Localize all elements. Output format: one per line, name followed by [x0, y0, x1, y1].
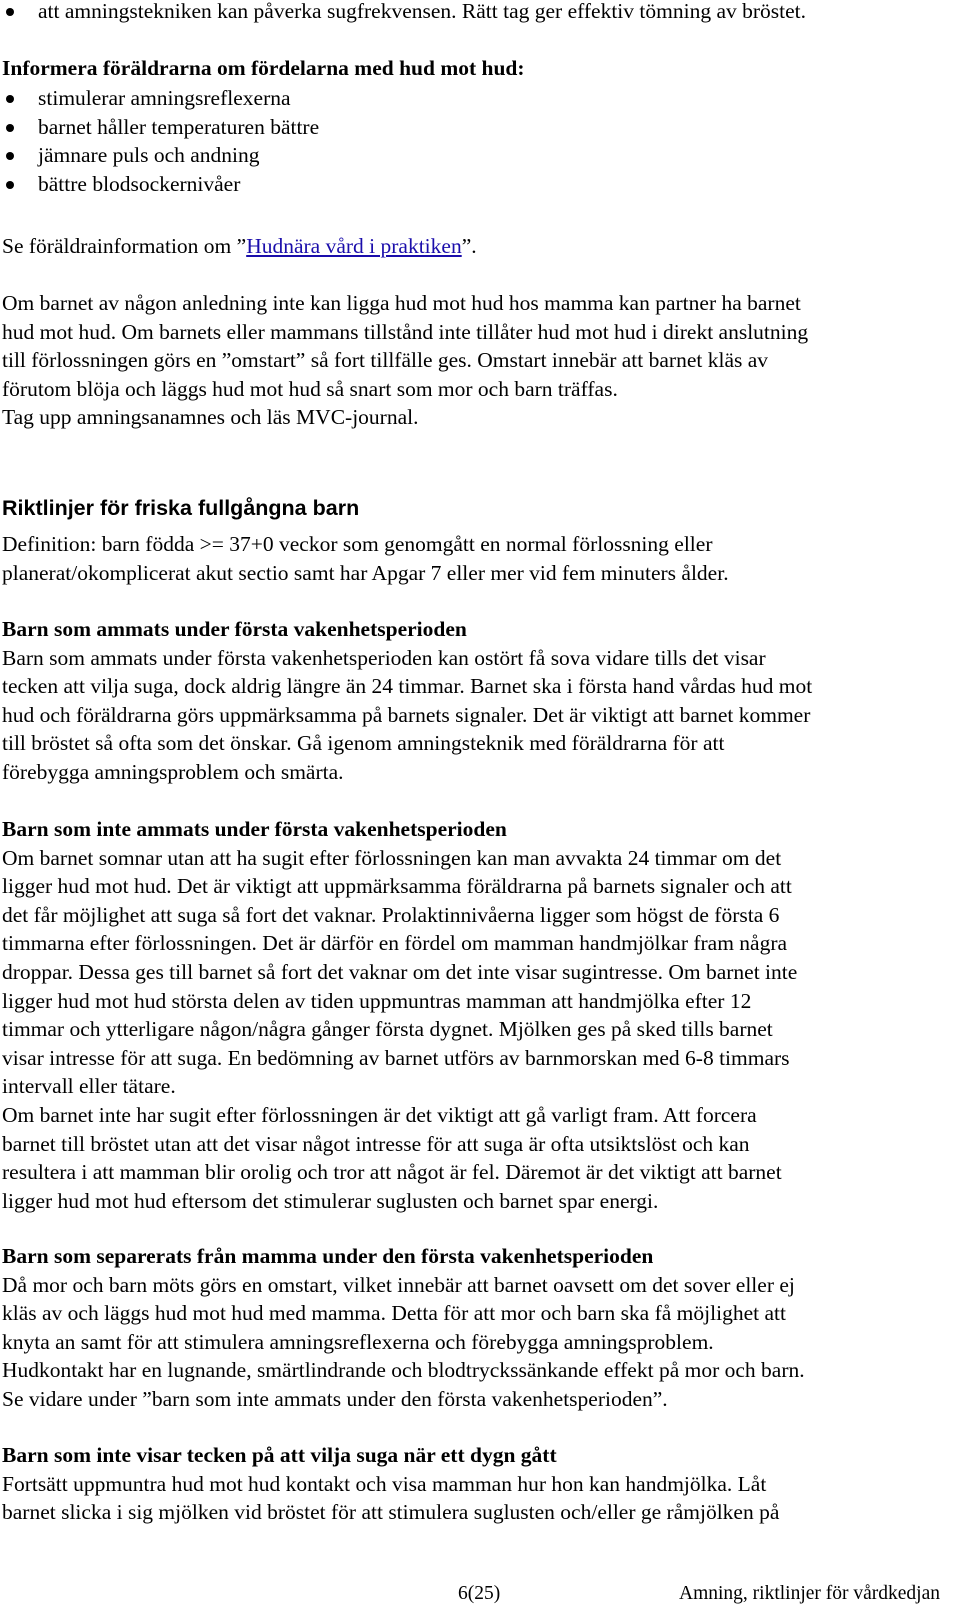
section-heading: Barn som inte ammats under första vakenhetsperioden	[2, 817, 507, 841]
section-not-breastfed: Barn som inte ammats under första vakenhetsperioden Om barnet somnar utan att ha sugit efter förlossningen kan man avvakta 24 timmar om det ligger hud mot hud. Det är viktigt att uppmärksamma föräldrarna på barnets signaler och att det får möjlighet att suga så fort det vaknar. Prolaktinnivåerna ligger som högst de första 6 timmarna efter förlossningen. Det är därför en fördel om mamman handmjölkar fram några droppar. Dessa ges till barnet så fort det vaknar om det inte visar sugintresse. Om barnet inte ligger hud mot hud största delen av tiden uppmuntras mamman att handmjölka efter 12 timmar och ytterligare någon/några gånger första dygnet. Mjölken ges på sked tills barnet visar intresse för att suga. En bedömning av barnet utförs av barnmorskan med 6-8 timmars intervall eller tätare. Om barnet inte har sugit efter förlossningen är det viktigt att gå varligt fram. Att forcera barnet till bröstet utan att det visar något intresse för att suga är ofta utsiktslöst och kan resultera i att mamman blir orolig och tror att något är fel. Däremot är det viktigt att barnet ligger hud mot hud eftersom det stimulerar suglusten och barnet spar energi.	[2, 815, 957, 1215]
parent-info-link[interactable]: Hudnära vård i praktiken	[246, 234, 462, 258]
bullet-icon	[6, 181, 14, 189]
guidelines-heading: Riktlinjer för friska fullgångna barn	[2, 496, 360, 520]
parent-info-line: Se föräldrainformation om ”Hudnära vård i praktiken”.	[2, 234, 477, 258]
skin-benefits-heading: Informera föräldrarna om fördelarna med hud mot hud:	[2, 56, 525, 80]
section-heading: Barn som separerats från mamma under den första vakenhetsperioden	[2, 1244, 654, 1268]
footer-document-title: Amning, riktlinjer för vårdkedjan	[678, 1583, 940, 1604]
partner-paragraph: Om barnet av någon anledning inte kan ligga hud mot hud hos mamma kan partner ha barnet hud mot hud. Om barnets eller mammans tillstånd inte tillåter hud mot hud i direkt anslutning till förlossningen görs en ”omstart” så fort tillfälle ges. Omstart innebär att barnet kläs av förutom blöja och läggs hud mot hud så snart som mor och barn träffas. Tag upp amningsanamnes och läs MVC-journal.	[2, 291, 809, 430]
page-footer	[0, 1580, 960, 1607]
skin-benefits-list	[2, 84, 957, 198]
bullet-icon	[6, 8, 14, 16]
list-item: bättre blodsockernivåer	[2, 170, 957, 199]
section-no-sucking: Barn som inte visar tecken på att vilja suga när ett dygn gått Fortsätt uppmuntra hud mot hud kontakt och visa mamman hur hon kan handmjölka. Låt barnet slicka i sig mjölken vid bröstet för att stimulera suglusten och/eller ge råmjölken på	[2, 1441, 957, 1527]
page-number: 6(25)	[458, 1583, 501, 1604]
list-item: barnet håller temperaturen bättre	[2, 113, 957, 142]
bullet-icon	[6, 152, 14, 160]
list-item: stimulerar amningsreflexerna	[2, 84, 957, 113]
list-item: att amningstekniken kan påverka sugfrekvensen. Rätt tag ger effektiv tömning av bröstet.	[2, 0, 957, 26]
section-separated: Barn som separerats från mamma under den första vakenhetsperioden Då mor och barn möts görs en omstart, vilket innebär att barnet oavsett om det sover eller ej kläs av och läggs hud mot hud med mamma. Detta för att mor och barn ska få möjlighet att knyta an samt för att stimulera amningsreflexerna och förebygga amningsproblem. Hudkontakt har en lugnande, smärtlindrande och blodtryckssänkande effekt på mor och barn. Se vidare under ”barn som inte ammats under den första vakenhetsperioden”.	[2, 1242, 957, 1414]
definition-paragraph: Definition: barn födda >= 37+0 veckor som genomgått en normal förlossning eller planerat/okomplicerat akut sectio samt har Apgar 7 eller mer vid fem minuters ålder.	[2, 532, 729, 585]
section-heading: Barn som ammats under första vakenhetsperioden	[2, 617, 467, 641]
list-item: jämnare puls och andning	[2, 141, 957, 170]
section-breastfed: Barn som ammats under första vakenhetsperioden Barn som ammats under första vakenhetsperioden kan ostört få sova vidare tills det visar tecken att vilja suga, dock aldrig längre än 24 timmar. Barnet ska i första hand vårdas hud mot hud och föräldrarna görs uppmärksamma på barnets signaler. Det är viktigt att barnet kommer till bröstet så ofta som det önskar. Gå igenom amningsteknik med föräldrarna för att förebygga amningsproblem och smärta.	[2, 615, 957, 787]
bullet-icon	[6, 95, 14, 103]
bullet-icon	[6, 124, 14, 132]
top-bullet-list	[2, 0, 957, 26]
section-heading: Barn som inte visar tecken på att vilja suga när ett dygn gått	[2, 1443, 557, 1467]
